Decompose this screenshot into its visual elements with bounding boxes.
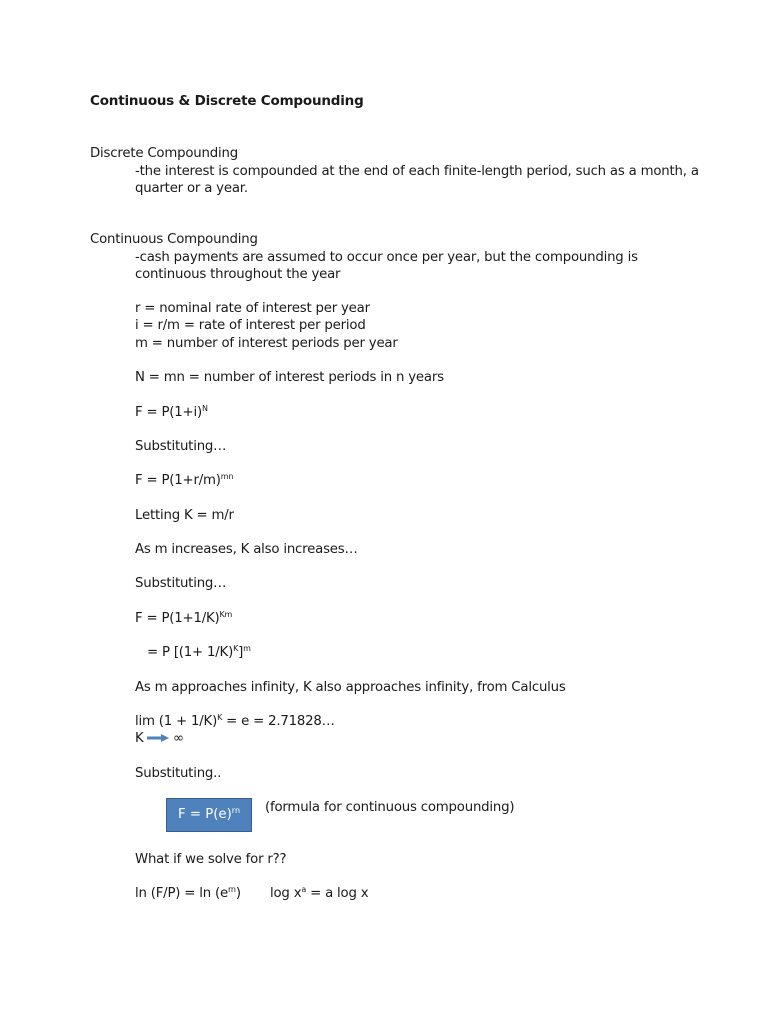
limit-formula: $\lim (1 + 1/K)^K = e$ = 2.71828… [135,713,335,729]
continuous-description-line-1: -cash payments are assumed to occur once per year, but the compounding is [135,250,638,265]
definition-m: m = number of interest periods per year [135,336,398,351]
definition-N: N = mn = number of interest periods in n years [135,370,444,385]
discrete-description-line-1: -the interest is compounded at the end of each finite-length period, such as a month, a [135,164,699,179]
continuous-heading: Continuous Compounding [90,232,258,247]
formula-future-value: $F = P(1+i)^N$ [135,404,208,420]
document-title: Continuous & Discrete Compounding [90,93,364,109]
continuous-formula-note: (formula for continuous compounding) [265,800,515,815]
definition-r: r = nominal rate of interest per year [135,301,370,316]
solve-for-r-text: What if we solve for r?? [135,852,287,867]
formula-k-substitution: $F = P(1+1/K)^{Km}$ [135,610,233,626]
substituting-text-3: Substituting.. [135,766,222,781]
substituting-text-2: Substituting… [135,576,227,591]
m-infinity-text: As m approaches infinity, K also approaches infinity, from Calculus [135,680,566,695]
limit-infinity-symbol: ∞ [173,731,184,746]
right-arrow-icon [147,733,169,743]
limit-k-label: K [135,731,144,746]
formula-regrouped: = P $[(1+ 1/K)^K]^m$ [147,644,251,660]
m-increases-text: As m increases, K also increases… [135,542,358,557]
log-identity: $\log x^a = a$ log x [270,885,369,901]
formula-nominal: $F = P(1+r/m)^{mn}$ [135,472,234,488]
definition-i: i = r/m = rate of interest per period [135,318,366,333]
discrete-heading: Discrete Compounding [90,146,238,161]
discrete-description-line-2: quarter or a year. [135,181,248,196]
continuous-formula-box: $F = P(e)^{rn}$ [166,798,252,832]
continuous-description-line-2: continuous throughout the year [135,267,341,282]
log-equation: $\ln (F/P) = \ln (e^{rn})$ [135,885,241,901]
letting-k-text: Letting K = m/r [135,508,234,523]
substituting-text-1: Substituting… [135,439,227,454]
